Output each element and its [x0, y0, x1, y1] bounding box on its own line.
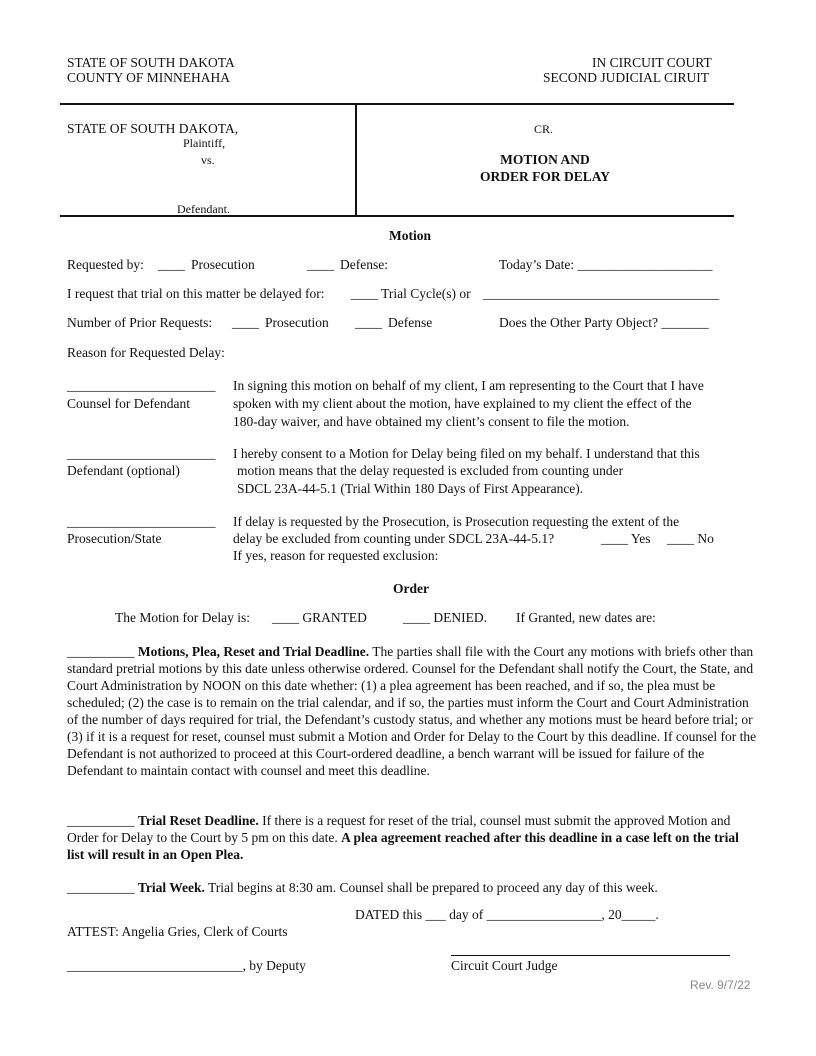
document-title-line1: MOTION AND: [500, 152, 590, 167]
motion-heading: Motion: [389, 228, 431, 243]
delay-other-field[interactable]: ___________________________________: [483, 286, 720, 301]
counsel-text-line1: In signing this motion on behalf of my client, I am representing to the Court that I have: [233, 378, 704, 393]
deadline-motions-title: Motions, Plea, Reset and Trial Deadline.: [137, 644, 370, 659]
prosecution-text-line2: delay be excluded from counting under SDCL 23A-44-5.1?: [233, 531, 555, 546]
caption-top-rule: [60, 103, 734, 105]
prior-requests-label: Number of Prior Requests:: [67, 315, 213, 330]
deadline-motions-paragraph: [67, 643, 757, 779]
revision-date: Rev. 9/7/22: [690, 978, 751, 992]
prosecution-text-line3: If yes, reason for requested exclusion:: [233, 548, 439, 563]
counsel-text-line3: 180-day waiver, and have obtained my client’s consent to file the motion.: [233, 414, 630, 429]
todays-date-field[interactable]: Today’s Date: ____________________: [499, 257, 713, 272]
prior-prosecution-label: Prosecution: [265, 315, 329, 330]
defense-option: Defense:: [340, 257, 388, 272]
prior-defense-blank[interactable]: ____: [355, 315, 382, 330]
circuit-header: SECOND JUDICIAL CIRUIT: [543, 70, 709, 85]
defendant-text-line1: I hereby consent to a Motion for Delay being filed on my behalf. I understand that this: [233, 446, 700, 461]
trial-reset-date-blank[interactable]: __________: [67, 813, 135, 828]
plaintiff-label: Plaintiff,: [183, 136, 226, 150]
trial-week-date-blank[interactable]: __________: [67, 880, 135, 895]
prosecution-text-line1: If delay is requested by the Prosecution, is Prosecution requesting the extent of the: [233, 514, 680, 529]
granted-option[interactable]: ____ GRANTED: [272, 610, 367, 625]
requested-by-label: Requested by:: [67, 257, 144, 272]
trial-reset-bold-text: A plea agreement reached after this deadline in a case left on the trial list will result in an Open Plea.: [67, 830, 739, 862]
counsel-label: Counsel for Defendant: [67, 396, 190, 411]
document-title-line2: ORDER FOR DELAY: [479, 169, 611, 184]
defense-blank[interactable]: ____: [307, 257, 334, 272]
motion-is-label: The Motion for Delay is:: [115, 610, 250, 625]
case-number-prefix: CR.: [534, 122, 554, 136]
county-header: COUNTY OF MINNEHAHA: [67, 70, 230, 85]
trial-reset-paragraph: [67, 812, 757, 863]
caption-divider: [355, 104, 357, 216]
judge-label: Circuit Court Judge: [451, 958, 558, 973]
trial-cycles-field[interactable]: ____ Trial Cycle(s) or: [351, 286, 471, 301]
new-dates-label: If Granted, new dates are:: [516, 610, 656, 625]
attest-clerk: ATTEST: Angelia Gries, Clerk of Courts: [67, 924, 288, 939]
exclusion-no-option[interactable]: ____ No: [667, 531, 714, 546]
judge-signature-line[interactable]: [451, 955, 730, 956]
exclusion-yes-option[interactable]: ____ Yes: [601, 531, 651, 546]
caption-bottom-rule: [60, 215, 734, 217]
dated-line[interactable]: DATED this ___ day of _________________, 20_____.: [355, 907, 659, 922]
deadline-motions-date-blank[interactable]: __________: [67, 644, 135, 659]
counsel-signature-line[interactable]: ______________________: [67, 378, 216, 393]
defendant-label: Defendant.: [177, 202, 230, 216]
defendant-text-line2: motion means that the delay requested is excluded from counting under: [237, 463, 624, 478]
plaintiff-name: STATE OF SOUTH DAKOTA,: [67, 121, 239, 136]
trial-week-text: Trial begins at 8:30 am. Counsel shall be prepared to proceed any day of this week.: [208, 880, 658, 895]
denied-option[interactable]: ____ DENIED.: [403, 610, 487, 625]
request-delay-label: I request that trial on this matter be delayed for:: [67, 286, 325, 301]
order-heading: Order: [393, 581, 429, 596]
court-header: IN CIRCUIT COURT: [592, 55, 712, 70]
state-header: STATE OF SOUTH DAKOTA: [67, 55, 235, 70]
defendant-signature-line[interactable]: ______________________: [67, 446, 216, 461]
counsel-text-line2: spoken with my client about the motion, have explained to my client the effect of the: [233, 396, 692, 411]
prosecution-blank[interactable]: ____: [158, 257, 185, 272]
defendant-text-line3: SDCL 23A-44-5.1 (Trial Within 180 Days of First Appearance).: [237, 481, 584, 496]
prior-prosecution-blank[interactable]: ____: [232, 315, 259, 330]
trial-reset-text: If there is a request for reset of the trial, counsel must submit the approved Motion and Order for Delay to the Court by 5 pm on this date.: [67, 813, 731, 845]
prosecution-signature-line[interactable]: ______________________: [67, 514, 216, 529]
prosecution-sig-label: Prosecution/State: [67, 531, 162, 546]
trial-reset-title: Trial Reset Deadline.: [137, 813, 259, 828]
deputy-signature-line[interactable]: __________________________, by Deputy: [67, 958, 306, 973]
trial-week-paragraph: [67, 879, 757, 896]
prosecution-option: Prosecution: [191, 257, 255, 272]
reason-label: Reason for Requested Delay:: [67, 345, 225, 360]
prior-defense-label: Defense: [388, 315, 433, 330]
defendant-sig-label: Defendant (optional): [67, 463, 180, 478]
deadline-motions-text: The parties shall file with the Court any motions with briefs other than standard pretrial motions by this date unless otherwise ordered. Counsel for the Defendant shall notify the Court, the State, and Court Administration by NOON on this date whether: (1) a plea agreement has been reached, and if so, the plea must be scheduled; (2) the case is to remain on the trial calendar, and if so, the parties must inform the Court and Court Administration of the number of days required for trial, the Defendant’s custody status, and whether any motions must be heard before trial; or (3) if it is a request for reset, counsel must submit a Motion and Order for Delay to the Court by this deadline. If counsel for the Defendant is not authorized to proceed at this Court-ordered deadline, a bench warrant will be issued for failure of the Defendant to maintain contact with counsel and meet this deadline.: [67, 644, 757, 778]
other-party-objects-field[interactable]: Does the Other Party Object? _______: [499, 315, 709, 330]
trial-week-title: Trial Week.: [137, 880, 205, 895]
vs-label: vs.: [201, 153, 215, 167]
